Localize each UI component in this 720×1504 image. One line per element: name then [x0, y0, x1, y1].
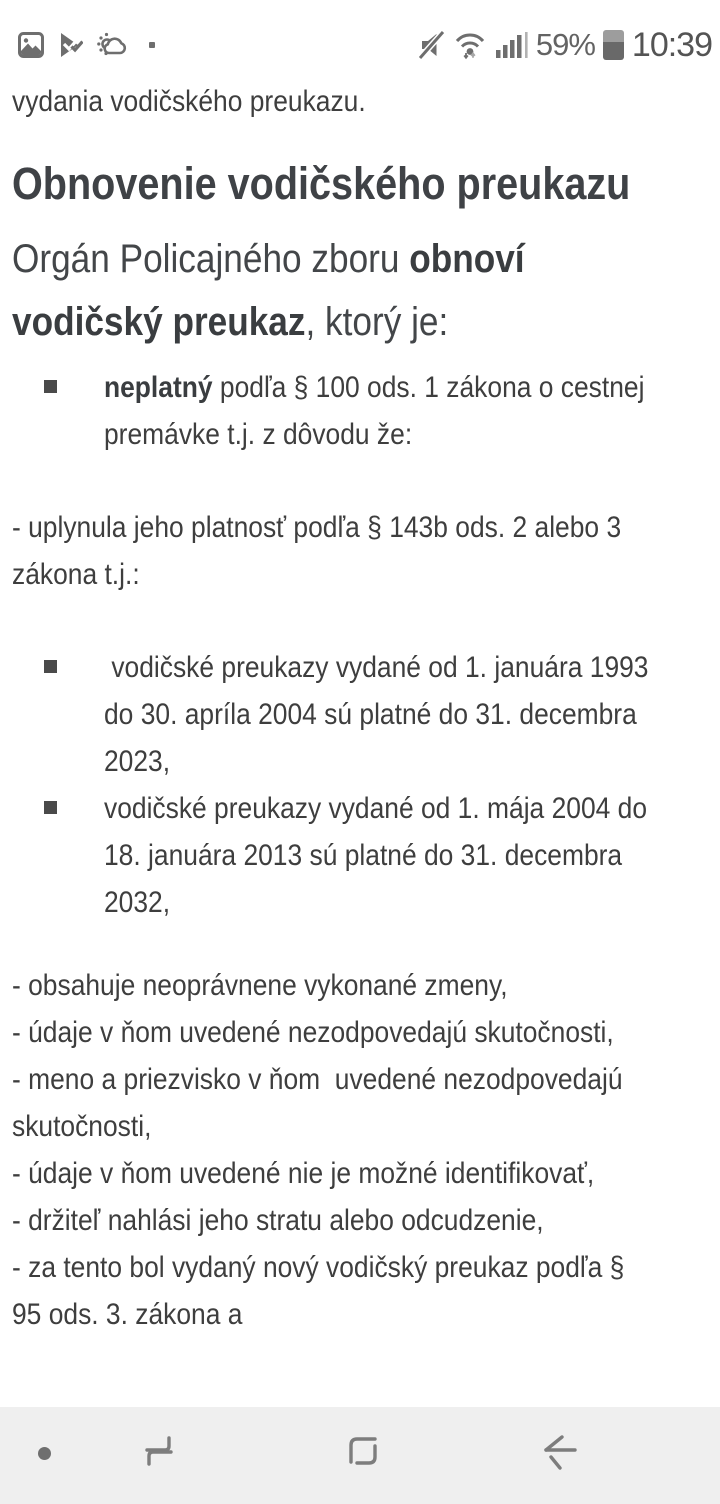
- lead-text: , ktorý je:: [305, 300, 449, 344]
- wifi-icon: [454, 30, 486, 60]
- battery-percent: 59%: [535, 27, 595, 62]
- back-icon: [541, 1431, 581, 1471]
- back-button[interactable]: [541, 1431, 581, 1471]
- list-item-text: neplatný podľa § 100 ods. 1 zákona o cestnej premávke t.j. z dôvodu že:: [104, 371, 645, 451]
- list-item-text: vodičské preukazy vydané od 1. januára 1993 do 30. apríla 2004 sú platné do 31. decembra 2023,: [104, 651, 649, 778]
- lead-bold-text: obnoví: [409, 237, 525, 281]
- bullet-square-icon: [44, 380, 57, 393]
- paragraph-line: - údaje v ňom uvedené nezodpovedajú skutočnosti,: [12, 1016, 614, 1049]
- recents-icon: [141, 1433, 177, 1469]
- paragraph-line: - údaje v ňom uvedené nie je možné identifikovať,: [12, 1157, 595, 1190]
- status-bar-system-icons: [419, 26, 716, 65]
- bullet-list-main: [12, 364, 706, 458]
- lead-bold-text: vodičský preukaz: [12, 300, 306, 344]
- list-item-text: vodičské preukazy vydané od 1. mája 2004 do 18. januára 2013 sú platné do 31. decembra 2032,: [104, 792, 648, 919]
- page-title: Obnovenie vodičského preukazu: [12, 158, 631, 209]
- bullet-list-validity: [12, 644, 706, 926]
- status-bar: [0, 24, 720, 66]
- bullet-square-icon: [44, 660, 57, 673]
- hide-navigation-dot[interactable]: [38, 1447, 51, 1460]
- play-store-icon: [58, 32, 83, 58]
- dash-paragraph-1: [12, 504, 706, 598]
- more-notifications-dot: [149, 42, 155, 48]
- paragraph-line: - uplynula jeho platnosť podľa § 143b ods. 2 alebo 3: [12, 511, 622, 544]
- list-item: [44, 364, 706, 458]
- home-icon: [345, 1433, 381, 1469]
- list-item: [44, 644, 706, 785]
- list-item: [44, 785, 706, 926]
- lead-paragraph: [12, 228, 706, 354]
- navigation-bar: [0, 1407, 720, 1504]
- bullet-square-icon: [44, 801, 57, 814]
- dash-paragraph-2: [12, 962, 706, 1338]
- paragraph-line: - držiteľ nahlási jeho stratu alebo odcudzenie,: [12, 1204, 544, 1237]
- paragraph-line: zákona t.j.:: [12, 558, 140, 591]
- paragraph-line: - obsahuje neoprávnene vykonané zmeny,: [12, 969, 508, 1002]
- battery-icon: [603, 30, 624, 60]
- gallery-icon: [18, 32, 44, 58]
- page-content: [0, 24, 720, 1338]
- paragraph-line: vydania vodičského preukazu.: [12, 85, 366, 118]
- signal-icon: [494, 30, 528, 60]
- recents-button[interactable]: [141, 1433, 177, 1469]
- bullet-bold-text: neplatný: [104, 371, 213, 404]
- paragraph-line: skutočnosti,: [12, 1110, 152, 1143]
- status-bar-notification-icons: [4, 32, 155, 58]
- paragraph-line: - meno a priezvisko v ňom uvedené nezodpovedajú: [12, 1063, 623, 1096]
- lead-text: Orgán Policajného zboru: [12, 237, 410, 281]
- weather-icon: [97, 32, 129, 58]
- clock: 10:39: [631, 25, 712, 64]
- paragraph-line: - za tento bol vydaný nový vodičský preukaz podľa §: [12, 1251, 625, 1284]
- home-button[interactable]: [345, 1433, 381, 1469]
- paragraph-line: 95 ods. 3. zákona a: [12, 1298, 243, 1331]
- mute-icon: [419, 30, 446, 60]
